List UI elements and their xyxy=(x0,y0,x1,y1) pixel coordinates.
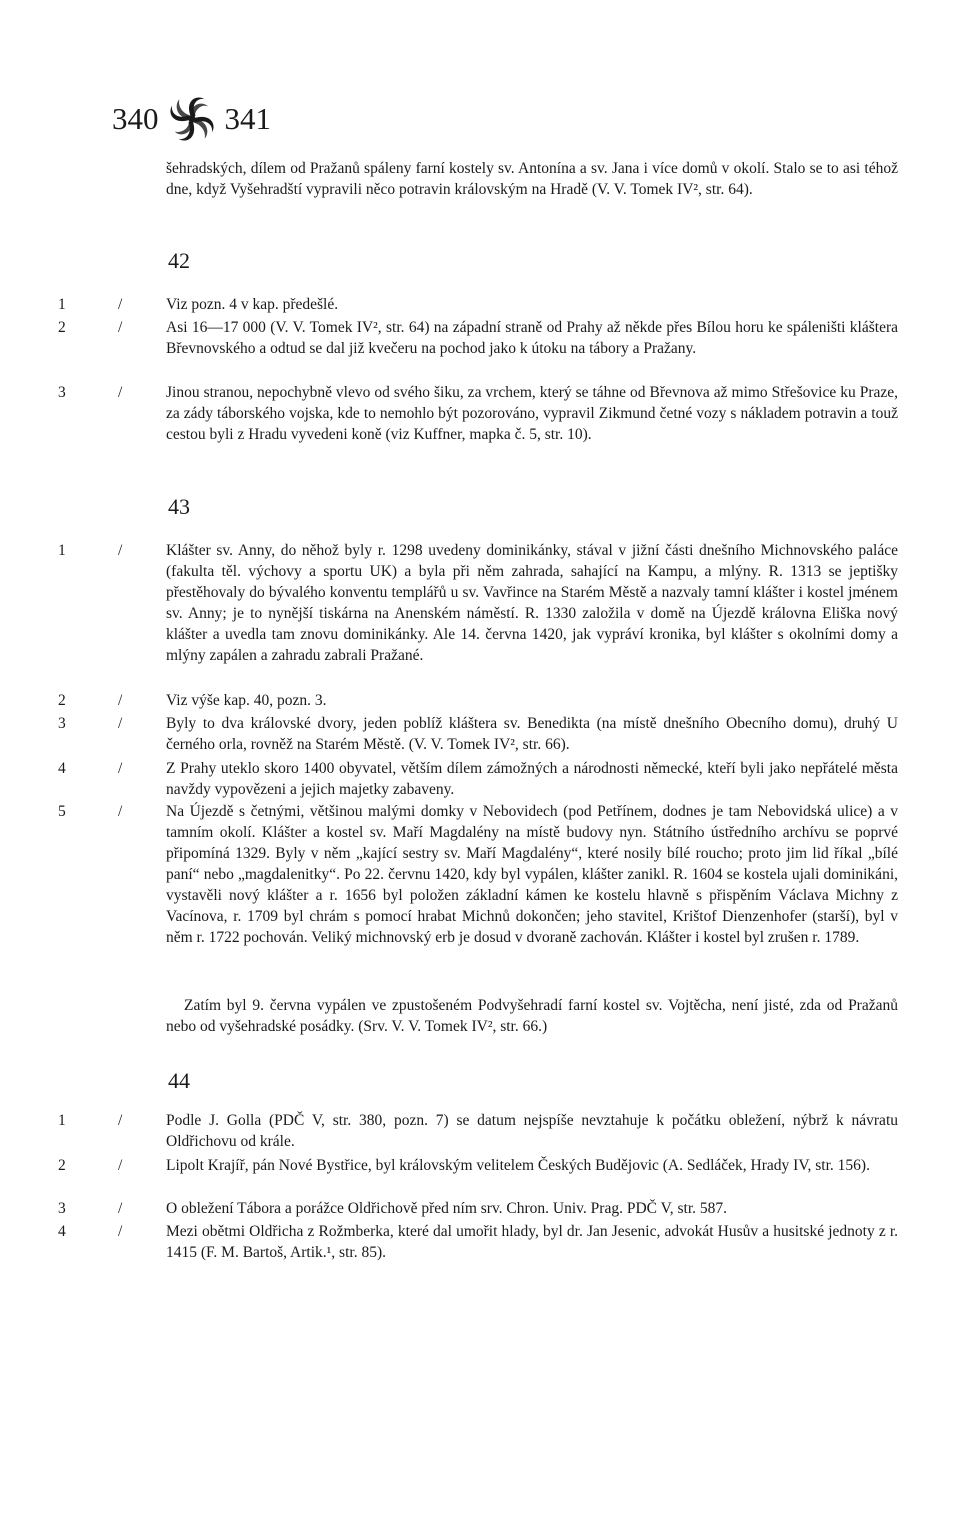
note-separator: / xyxy=(118,803,123,820)
section-title-43: 43 xyxy=(168,494,190,519)
note-text: Na Újezdě s četnými, většinou malými domky v Nebovidech (pod Petřínem, dodnes je tam Nebovidská ulice) a v tamním okolí. Klášter a kostel sv. Maří Magdalény na místě budovy nyn. Státního ústředního archívu se poprvé připomíná 1329. Byly v něm „kající sestry sv. Maří Magdalény“, které nosily bílé roucho; proto jim lid říkal „bílé paní“ nebo „magdalenitky“. Po 22. červnu 1420, kdy byl vypálen, klášter zanikl. R. 1604 se kostela ujali dominikáni, vystavěli nový klášter a r. 1656 byl položen základní kámen ke kostelu hlavně s přispěním Václava Michny z Vacínova, r. 1709 byl chrám s pomocí hrabat Michnů dokončen; jeho stavitel, Krištof Dienzenhofer (starší), byl v něm r. 1722 pochován. Veliký michnovský erb je dosud v dvoraně zachován. Klášter i kostel byl zrušen r. 1789. xyxy=(166,803,898,946)
note-separator: / xyxy=(118,542,123,559)
note-text: Viz pozn. 4 v kap. předešlé. xyxy=(166,296,339,313)
note-number: 1 xyxy=(58,542,66,559)
note-separator: / xyxy=(118,1200,123,1217)
note-separator: / xyxy=(118,1223,123,1240)
note-text: Lipolt Krajíř, pán Nové Bystřice, byl královským velitelem Českých Budějovic (A. Sedláček, Hrady IV, str. 156). xyxy=(166,1157,870,1174)
note-separator: / xyxy=(118,1112,123,1129)
note-text: Podle J. Golla (PDČ V, str. 380, pozn. 7) se datum nejspíše nevztahuje k počátku obležení, nýbrž k návratu Oldřichovu od krále. xyxy=(166,1112,898,1150)
note-separator: / xyxy=(118,692,123,709)
intro-paragraph: šehradských, dílem od Pražanů spáleny farní kostely sv. Antonína a sv. Jana i více domů v okolí. Stalo se to asi téhož dne, když Vyšehradští vypravili něco potravin královským na Hradě (V. V. Tomek IV², str. 64). xyxy=(166,160,898,198)
note-number: 1 xyxy=(58,296,66,313)
note-number: 3 xyxy=(58,715,66,732)
note-number: 4 xyxy=(58,760,66,777)
swirl-emblem-icon xyxy=(165,92,219,146)
note-text: Klášter sv. Anny, do něhož byly r. 1298 uvedeny dominikánky, stával v jižní části dnešního Michnovského paláce (fakulta těl. výchovy a sportu UK) a byla při něm zahrada, sahající na Kampu, a mlýny. R. 1313 se jeptišky přestěhovaly do bývalého konventu templářů u sv. Vavřince na Starém Městě a nazvaly tamní klášter i kostel jménem sv. Anny; je to nynější tiskárna na Anenském náměstí. R. 1330 založila v domě na Újezdě královna Eliška nový klášter a uvedla tam znovu dominikánky. Ale 14. června 1420, jak vypráví kronika, byl klášter s okolními domy a mlýny zapálen a zahradu zabrali Pražané. xyxy=(166,542,898,664)
note-number: 3 xyxy=(58,384,66,401)
section-43-paragraph: Zatím byl 9. června vypálen ve zpustošeném Podvyšehradí farní kostel sv. Vojtěcha, není jisté, zda od Pražanů nebo od vyšehradské posádky. (Srv. V. V. Tomek IV², str. 66.) xyxy=(166,997,898,1035)
note-separator: / xyxy=(118,319,123,336)
note-separator: / xyxy=(118,715,123,732)
note-text: Byly to dva královské dvory, jeden poblíž kláštera sv. Benedikta (na místě dnešního Obecního domu), druhý U černého orla, rovněž na Starém Městě. (V. V. Tomek IV², str. 66). xyxy=(166,715,898,753)
note-text: Jinou stranou, nepochybně vlevo od svého šiku, za vrchem, který se táhne od Břevnova až mimo Střešovice ku Praze, za zády táborského vojska, kde to nemohlo být pozorováno, vypravil Zikmund četné vozy s nákladem potravin a touž cestou byli z Hradu vyvedeni koně (viz Kuffner, mapka č. 5, str. 10). xyxy=(166,384,898,443)
page-number-right: 341 xyxy=(224,101,271,136)
note-number: 4 xyxy=(58,1223,66,1240)
section-title-42: 42 xyxy=(168,248,190,273)
note-number: 1 xyxy=(58,1112,66,1129)
note-separator: / xyxy=(118,296,123,313)
note-number: 2 xyxy=(58,692,66,709)
note-text: O obležení Tábora a porážce Oldřichově před ním srv. Chron. Univ. Prag. PDČ V, str. 587. xyxy=(166,1200,728,1217)
page-number-left: 340 xyxy=(112,101,159,136)
note-number: 2 xyxy=(58,319,66,336)
page-header xyxy=(112,92,271,146)
section-title-44: 44 xyxy=(168,1068,190,1093)
note-text: Viz výše kap. 40, pozn. 3. xyxy=(166,692,327,709)
note-text: Mezi obětmi Oldřicha z Rožmberka, které dal umořit hlady, byl dr. Jan Jesenic, advokát Husův a husitské jednoty z r. 1415 (F. M. Bartoš, Artik.¹, str. 85). xyxy=(166,1223,898,1261)
note-number: 2 xyxy=(58,1157,66,1174)
note-number: 3 xyxy=(58,1200,66,1217)
note-text: Z Prahy uteklo skoro 1400 obyvatel, větším dílem zámožných a národnosti německé, kteří byli jako nepřátelé města navždy vypovězeni a jejich majetky zabaveny. xyxy=(166,760,898,798)
note-separator: / xyxy=(118,1157,123,1174)
note-separator: / xyxy=(118,384,123,401)
note-number: 5 xyxy=(58,803,66,820)
note-separator: / xyxy=(118,760,123,777)
note-text: Asi 16—17 000 (V. V. Tomek IV², str. 64) na západní straně od Prahy až někde přes Bílou horu ke spáleništi kláštera Břevnovského a odtud se dal již kvečeru na pochod jako k útoku na tábory a Pražany. xyxy=(166,319,898,357)
